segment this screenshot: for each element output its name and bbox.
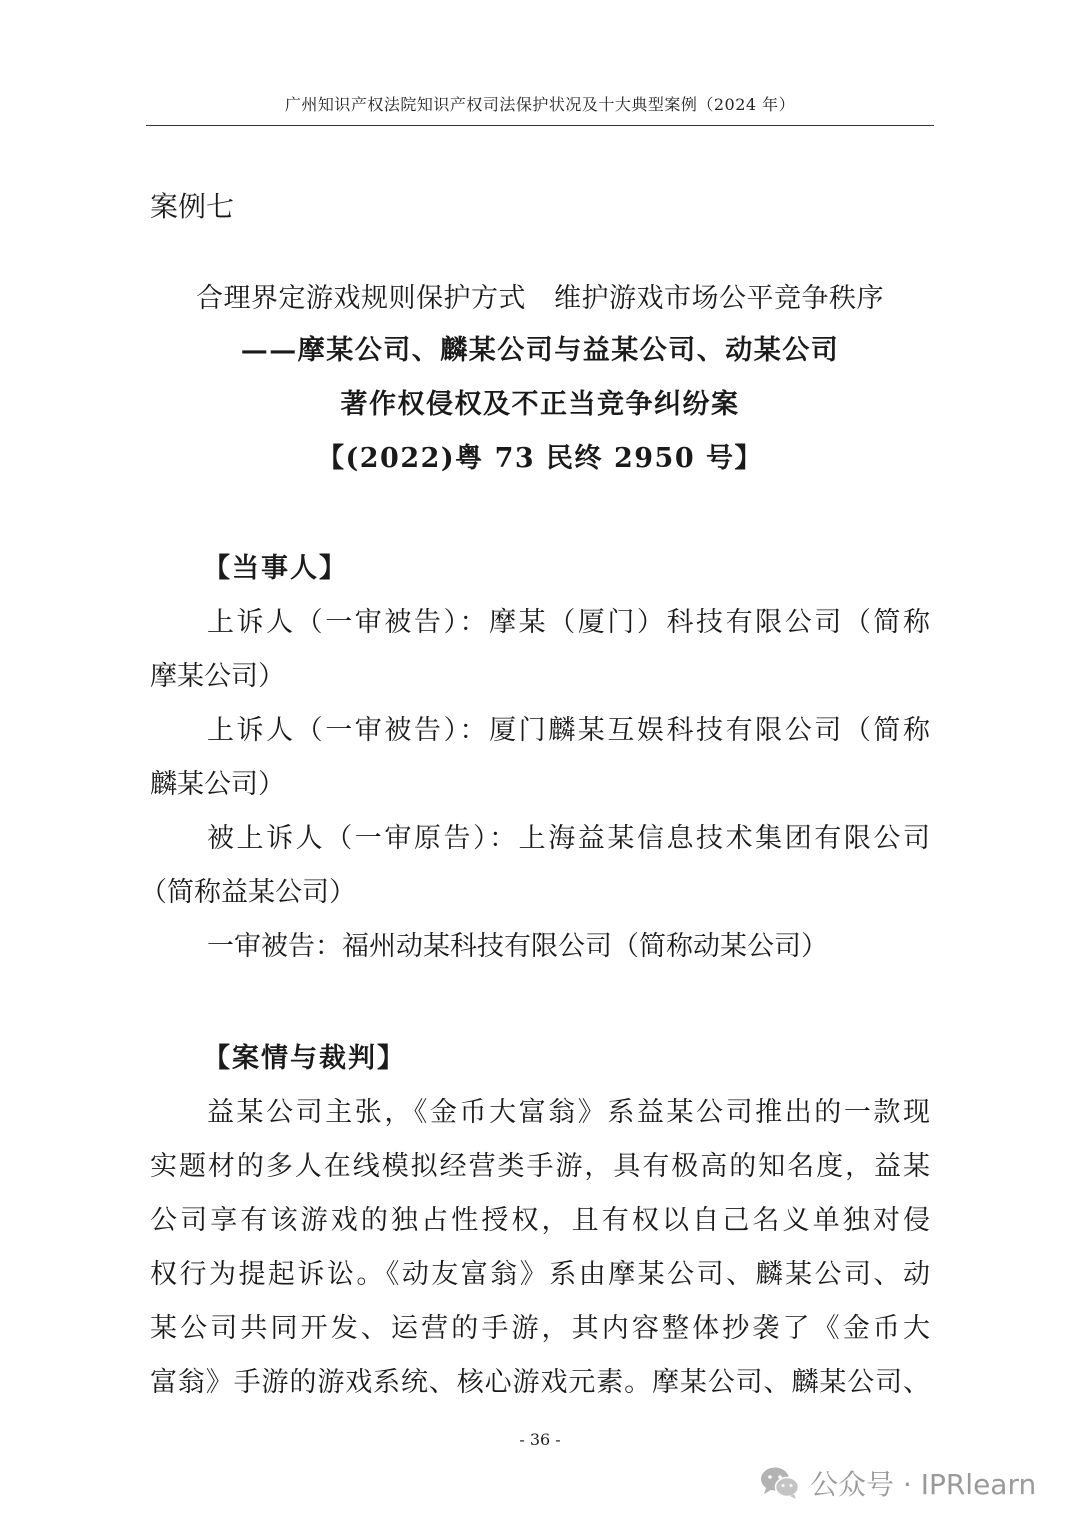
party-line: 一审被告：福州动某科技有限公司（简称动某公司）	[207, 931, 828, 962]
facts-line: 富翁》手游的游戏系统、核心游戏元素。摩某公司、麟某公司、	[150, 1367, 930, 1398]
party-line: 麟某公司）	[150, 769, 285, 800]
party-line: （简称益某公司）	[140, 877, 356, 908]
main-title-left: 合理界定游戏规则保护方式	[196, 283, 526, 314]
watermark-text: 公众号 · IPRlearn	[810, 1468, 1037, 1501]
header-divider	[146, 125, 934, 126]
wechat-icon	[760, 1466, 800, 1500]
page-number: - 36 -	[519, 1430, 561, 1449]
facts-line: 实题材的多人在线模拟经营类手游，具有极高的知名度，益某	[150, 1151, 930, 1182]
facts-line: 益某公司主张，《金币大富翁》系益某公司推出的一款现	[207, 1097, 930, 1128]
party-line: 被上诉人（一审原告）：上海益某信息技术集团有限公司	[207, 823, 930, 854]
case-main-title	[0, 276, 1080, 315]
party-line: 上诉人（一审被告）：厦门麟某互娱科技有限公司（简称	[207, 715, 930, 746]
main-title-right: 维护游戏市场公平竞争秩序	[554, 283, 884, 314]
facts-heading: 【案情与裁判】	[203, 1043, 406, 1074]
case-subtitle-line-1: ——摩某公司、麟某公司与益某公司、动某公司	[240, 335, 840, 366]
case-subtitle-line-2: 著作权侵权及不正当竞争纠纷案	[340, 389, 740, 420]
case-number: 【(2022)粤 73 民终 2950 号】	[316, 443, 763, 474]
case-label: 案例七	[150, 190, 235, 223]
running-header: 广州知识产权法院知识产权司法保护状况及十大典型案例（2024 年）	[284, 95, 796, 114]
facts-line: 某公司共同开发、运营的手游，其内容整体抄袭了《金币大	[150, 1313, 930, 1344]
party-line: 摩某公司）	[150, 661, 285, 692]
party-line: 上诉人（一审被告）：摩某（厦门）科技有限公司（简称	[207, 607, 930, 638]
facts-line: 权行为提起诉讼。《动友富翁》系由摩某公司、麟某公司、动	[150, 1259, 930, 1290]
watermark	[760, 1462, 1036, 1504]
parties-heading: 【当事人】	[203, 553, 348, 584]
facts-line: 公司享有该游戏的独占性授权，且有权以自己名义单独对侵	[150, 1205, 930, 1236]
